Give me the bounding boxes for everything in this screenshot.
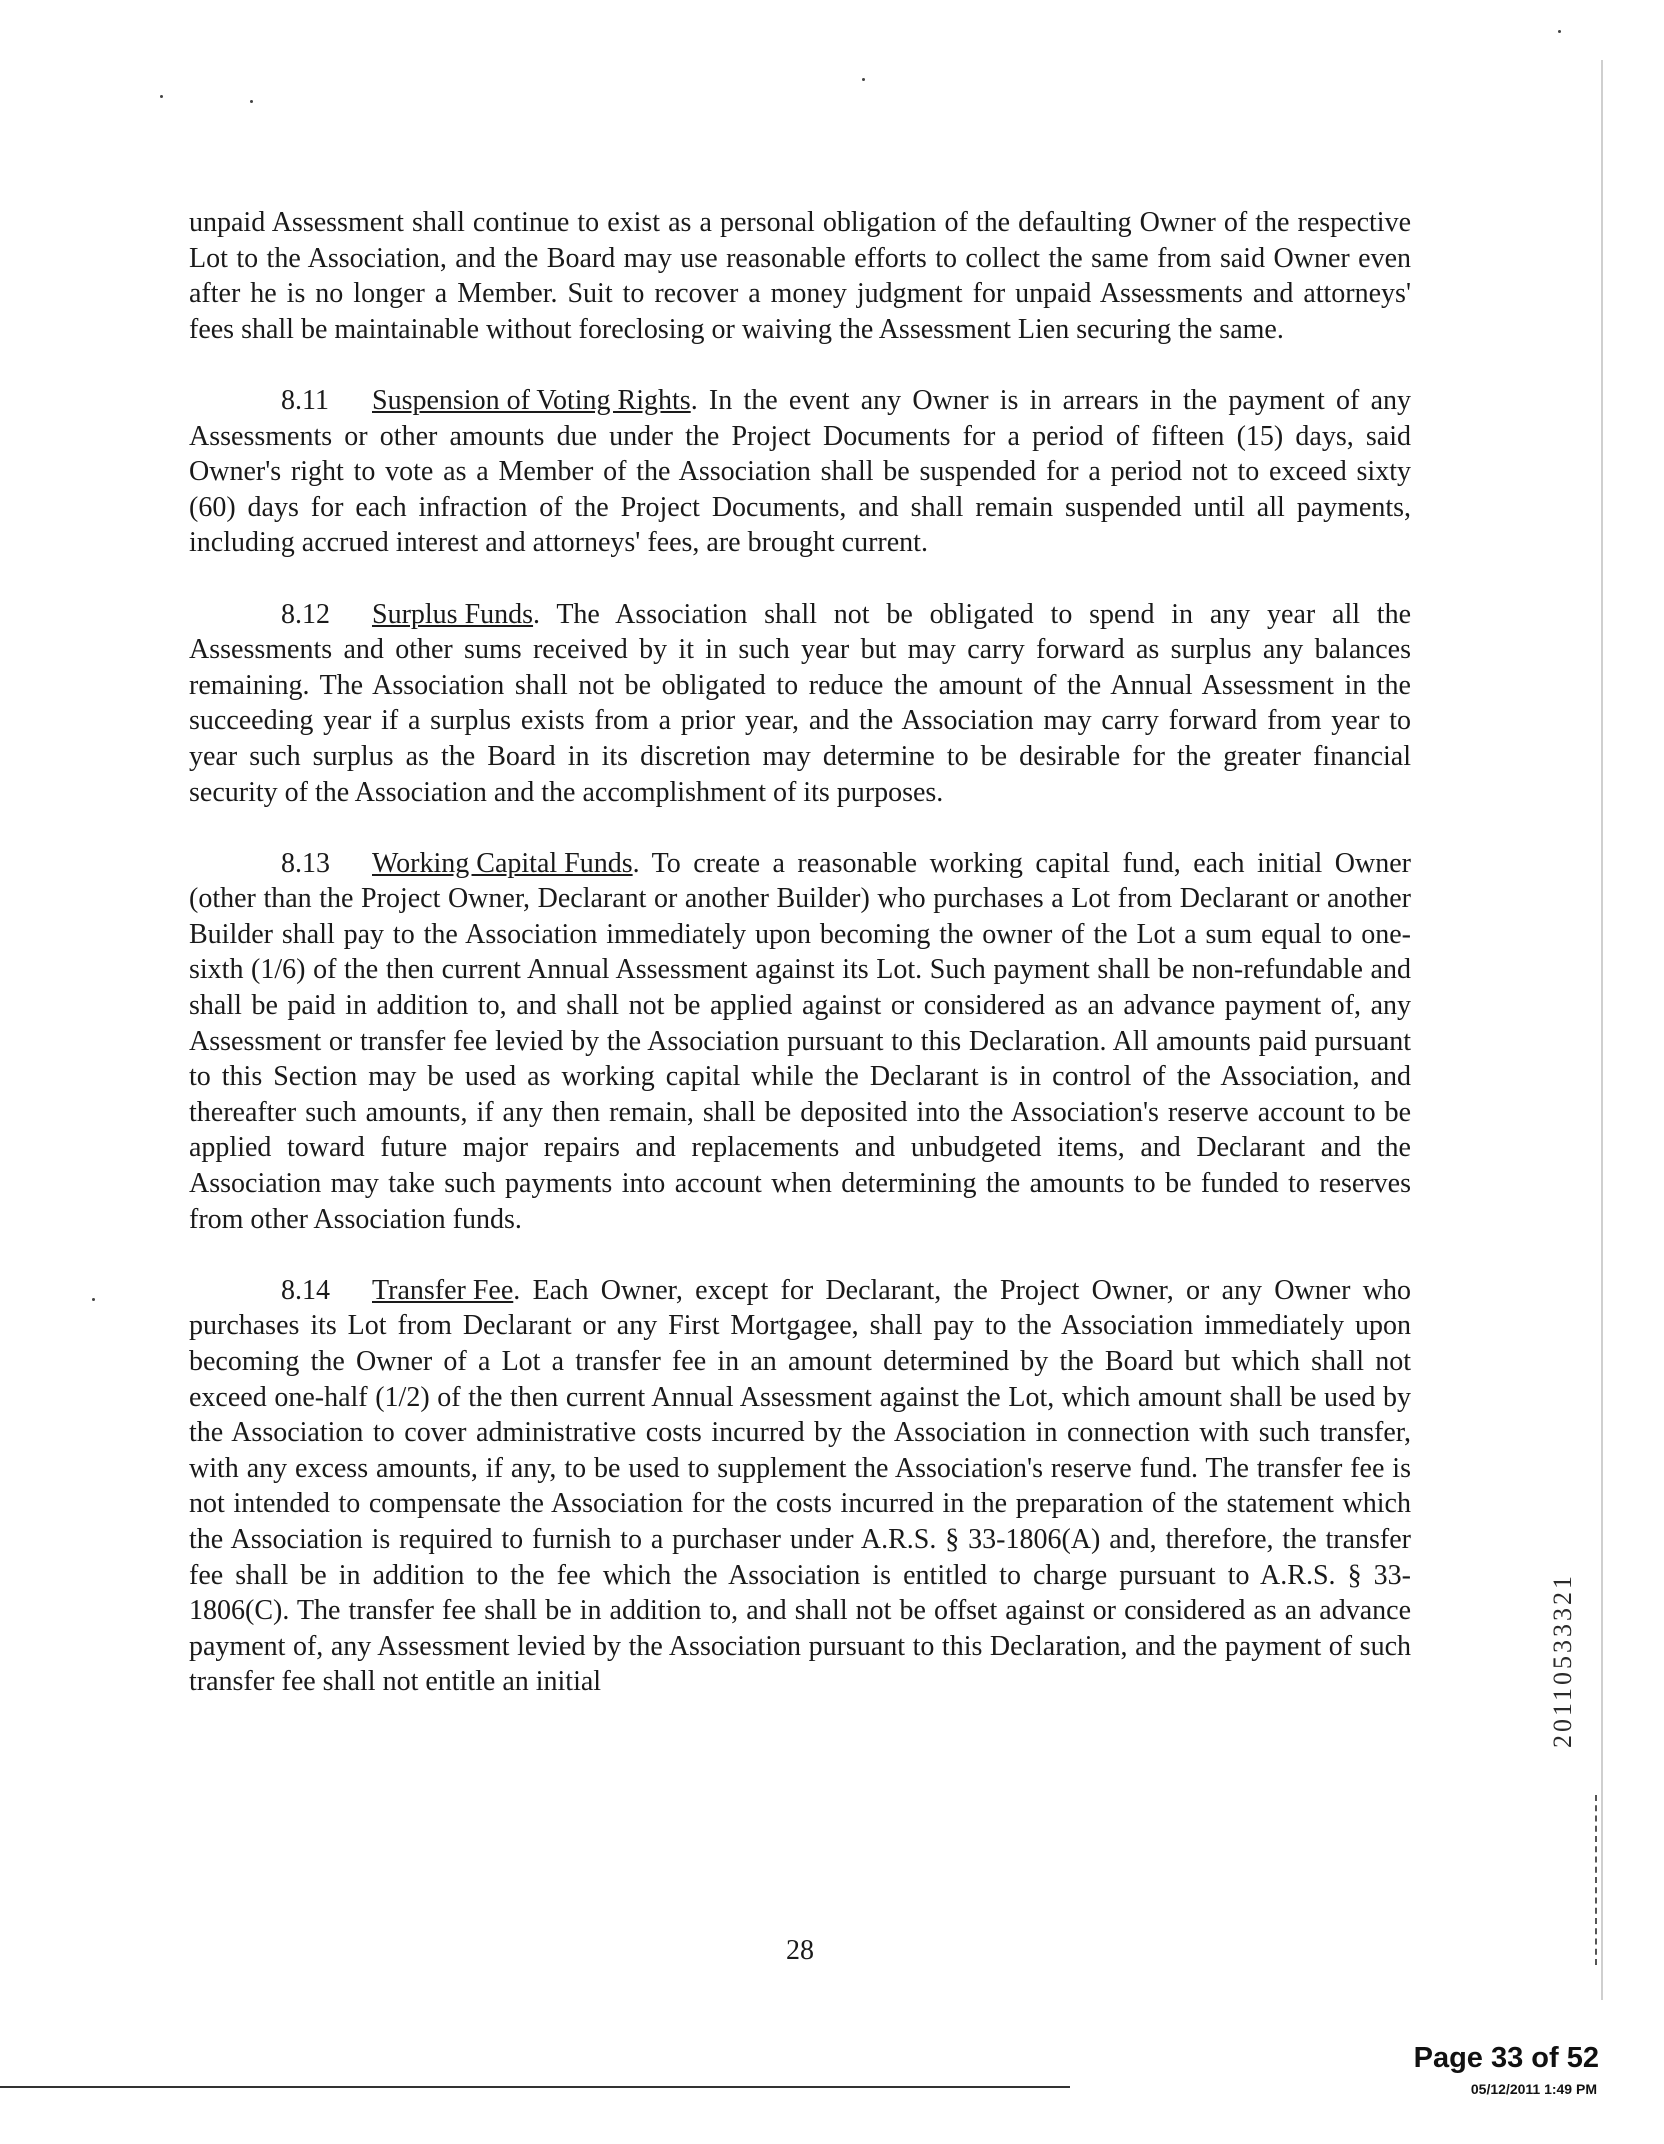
section-number: 8.13	[281, 847, 330, 879]
section-heading	[281, 1273, 513, 1309]
margin-dash-line	[1595, 1795, 1597, 1965]
section-8-14	[189, 1273, 1411, 1700]
footer-rule	[0, 2086, 1070, 2088]
section-title: Transfer Fee	[372, 1274, 514, 1306]
opening-paragraph: unpaid Assessment shall continue to exist as a personal obligation of the defaulting Owner of the respective Lot to the Association, and the Board may use reasonable efforts to collect the same from said Owner even after he is no longer a Member. Suit to recover a money judgment for unpaid Assessments and attorneys' fees shall be maintainable without foreclosing or waiving the Assessment Lien securing the same.	[189, 207, 1411, 345]
section-body: . In the event any Owner is in arrears in the payment of any Assessments or other amounts due under the Project Documents for a period of fifteen (15) days, said Owner's right to vote as a Member of the Association shall be suspended for a period not to exceed sixty (60) days for each infraction of the Project Documents, and shall remain suspended until all payments, including accrued interest and attorneys' fees, are brought current.	[189, 384, 1411, 559]
section-heading	[281, 846, 633, 882]
scan-speck	[862, 78, 865, 81]
section-number: 8.14	[281, 1274, 330, 1306]
scan-speck	[250, 100, 253, 103]
scan-edge-line	[1601, 60, 1603, 2000]
section-8-11	[189, 383, 1411, 561]
section-body: . To create a reasonable working capital fund, each initial Owner (other than the Project Owner, Declarant or another Builder) who purchases a Lot from Declarant or another Builder shall pay to the Association immediately upon becoming the owner of the Lot a sum equal to one-sixth (1/6) of the then current Annual Assessment against its Lot. Such payment shall be non-refundable and shall be paid in addition to, and shall not be applied against or considered as an advance payment of, any Assessment or transfer fee levied by the Association pursuant to this Declaration. All amounts paid pursuant to this Section may be used as working capital while the Declarant is in control of the Association, and thereafter such amounts, if any then remain, shall be deposited into the Association's reserve account to be applied toward future major repairs and replacements and unbudgeted items, and Declarant and the Association may take such payments into account when determining the amounts to be funded to reserves from other Association funds.	[189, 847, 1411, 1235]
recording-number-stamp	[1520, 1528, 1577, 1748]
scan-speck	[1558, 30, 1561, 33]
footer-timestamp: 05/12/2011 1:49 PM	[1470, 2081, 1597, 2097]
section-8-13	[189, 846, 1411, 1238]
footer-page-count: Page 33 of 52	[1413, 2042, 1599, 2074]
scan-speck	[160, 95, 163, 98]
section-body: . The Association shall not be obligated to spend in any year all the Assessments and other sums received by it in such year but may carry forward as surplus any balances remaining. The Association shall not be obligated to reduce the amount of the Annual Assessment in the succeeding year if a surplus exists from a prior year, and the Association may carry forward from year to year such surplus as the Board in its discretion may determine to be desirable for the greater financial security of the Association and the accomplishment of its purposes.	[189, 598, 1411, 808]
recording-number: 20110533321	[1548, 1572, 1577, 1748]
section-heading	[281, 597, 533, 633]
section-body: . Each Owner, except for Declarant, the Project Owner, or any Owner who purchases its Lot from Declarant or any First Mortgagee, shall pay to the Association immediately upon becoming the Owner of a Lot a transfer fee in an amount determined by the Board but which shall not exceed one-half (1/2) of the then current Annual Assessment against the Lot, which amount shall be used by the Association to cover administrative costs incurred by the Association in connection with such transfer, with any excess amounts, if any, to be used to supplement the Association's reserve fund. The transfer fee is not intended to compensate the Association for the costs incurred in the preparation of the statement which the Association is required to furnish to a purchaser under A.R.S. § 33-1806(A) and, therefore, the transfer fee shall be in addition to the fee which the Association is entitled to charge pursuant to A.R.S. § 33-1806(C). The transfer fee shall be in addition to, and shall not be offset against or considered as an advance payment of, any Assessment levied by the Association pursuant to this Declaration, and the payment of such transfer fee shall not entitle an initial	[189, 1274, 1411, 1698]
section-title: Working Capital Funds	[372, 847, 633, 879]
page-number: 28	[786, 1935, 814, 1966]
section-heading	[281, 383, 691, 419]
section-title: Suspension of Voting Rights	[372, 384, 691, 416]
section-title: Surplus Funds	[372, 598, 534, 630]
section-number: 8.11	[281, 384, 329, 416]
scan-speck	[92, 1298, 95, 1301]
section-8-12	[189, 597, 1411, 811]
document-body	[189, 205, 1411, 1736]
section-number: 8.12	[281, 598, 330, 630]
